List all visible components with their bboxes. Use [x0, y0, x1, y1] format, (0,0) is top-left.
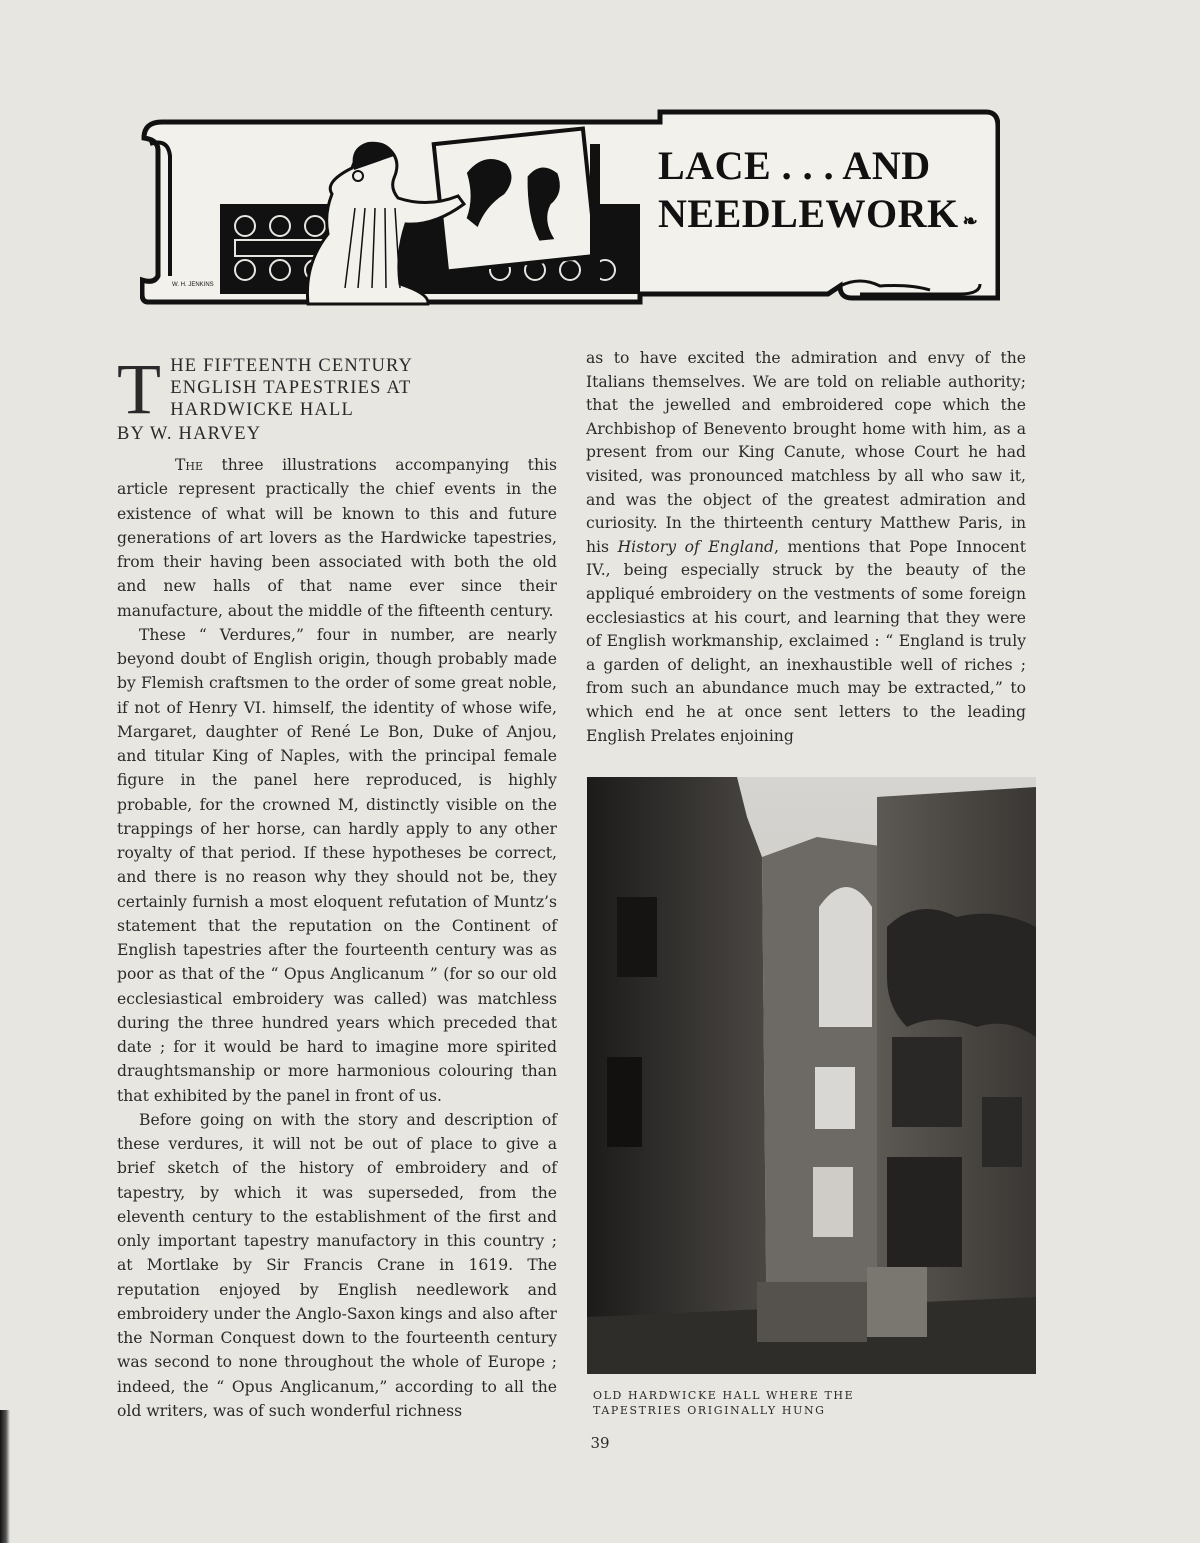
- paragraph-4-part-a: as to have excited the admiration and envy of the Italians themselves. We are told on reliable authority; that the jewelled and embroidered cope which the Archbishop of Benevento brought home with him, as a present from our King Canute, whose Court he had visited, was pronounced matchless by all who saw it, and was the object of the greatest admiration and curiosity. In the thirteenth century Matthew Paris, in his: [586, 349, 1026, 556]
- book-title: History of England: [617, 537, 774, 556]
- paragraph-1-body: three illustrations accompanying this article represent practically the chief events in the existence of what will be known to this and future generations of art lovers as the Hardwicke tapestries, from their having been associated with both the old and new halls of that name ever since their manufacture, about the middle of the fifteenth century.: [117, 456, 557, 620]
- page-number: 39: [590, 1434, 610, 1452]
- right-column: [586, 347, 1026, 748]
- photo-caption: [593, 1388, 1033, 1418]
- artist-signature: W. H. JENKINS: [172, 282, 214, 288]
- paragraph-4-part-b: , mentions that Pope Innocent IV., being especially struck by the beauty of the appliqué embroidery on the vestments of some foreign ecclesiastics at his court, and learning that they were of English workmanship, exclaimed : “ England is truly a garden of delight, an inexhaustible well of riches ; from such an abundance much may be extracted,” to which end he at once sent letters to the leading English Prelates enjoining: [586, 537, 1026, 745]
- section-title-line1: LACE . . . AND: [658, 143, 931, 188]
- section-title: [658, 142, 988, 245]
- left-column: [117, 349, 557, 1423]
- binding-shadow: [0, 1410, 10, 1543]
- heading-line-2: ENGLISH TAPESTRIES AT: [170, 378, 412, 398]
- section-title-word: NEEDLEWORK: [658, 191, 959, 236]
- paragraph-1-lead: The: [175, 456, 204, 474]
- leaf-ornament-icon: ❧: [962, 211, 979, 231]
- section-title-line2: [658, 190, 988, 245]
- byline: BY W. HARVEY: [117, 424, 262, 444]
- caption-line-2: TAPESTRIES ORIGINALLY HUNG: [593, 1404, 826, 1417]
- heading-line-3: HARDWICKE HALL: [170, 400, 354, 420]
- paragraph-3: Before going on with the story and description of these verdures, it will not be out of place to give a brief sketch of the history of embroidery and of tapestry, by which it was superseded, from the eleventh century to the establishment of the first and only important tapestry manufactory in this country ; at Mortlake by Sir Francis Crane in 1619. The reputation enjoyed by English needlework and embroidery under the Anglo-Saxon kings and also after the Norman Conquest down to the fourteenth century was second to none throughout the whole of Europe ; indeed, the “ Opus Anglicanum,” according to all the old writers, was of such wonderful richness: [117, 1110, 557, 1420]
- ruins-photo-art: [587, 777, 1036, 1374]
- article-heading: [117, 349, 557, 445]
- paragraph-4: [586, 347, 1026, 748]
- caption-line-1: OLD HARDWICKE HALL WHERE THE: [593, 1389, 855, 1402]
- drop-cap: T: [117, 349, 163, 429]
- paragraph-1: [117, 453, 557, 623]
- heading-line-1: HE FIFTEENTH CENTURY: [170, 356, 414, 376]
- paragraph-2: These “ Verdures,” four in number, are nearly beyond doubt of English origin, though probably made by Flemish craftsmen to the order of some great noble, if not of Henry VI. himself, the identity of whose wife, Margaret, daughter of René Le Bon, Duke of Anjou, and titular King of Naples, with the principal female figure in the panel here reproduced, is highly probable, for the crowned M, distinctly visible on the trappings of her horse, can hardly apply to any other royalty of that period. If these hypotheses be correct, and there is no reason why they should not be, they certainly furnish a most eloquent refutation of Muntz’s statement that the reputation on the Continent of English tapestries after the fourteenth century was as poor as that of the “ Opus Anglicanum ” (for so our old ecclesiastical embroidery was called) was matchless during the three hundred years which preceded that date ; for it would be hard to imagine more spirited draughtsmanship or more harmonious colouring than that exhibited by the panel in front of us.: [117, 625, 557, 1105]
- ruins-photograph: [587, 777, 1036, 1374]
